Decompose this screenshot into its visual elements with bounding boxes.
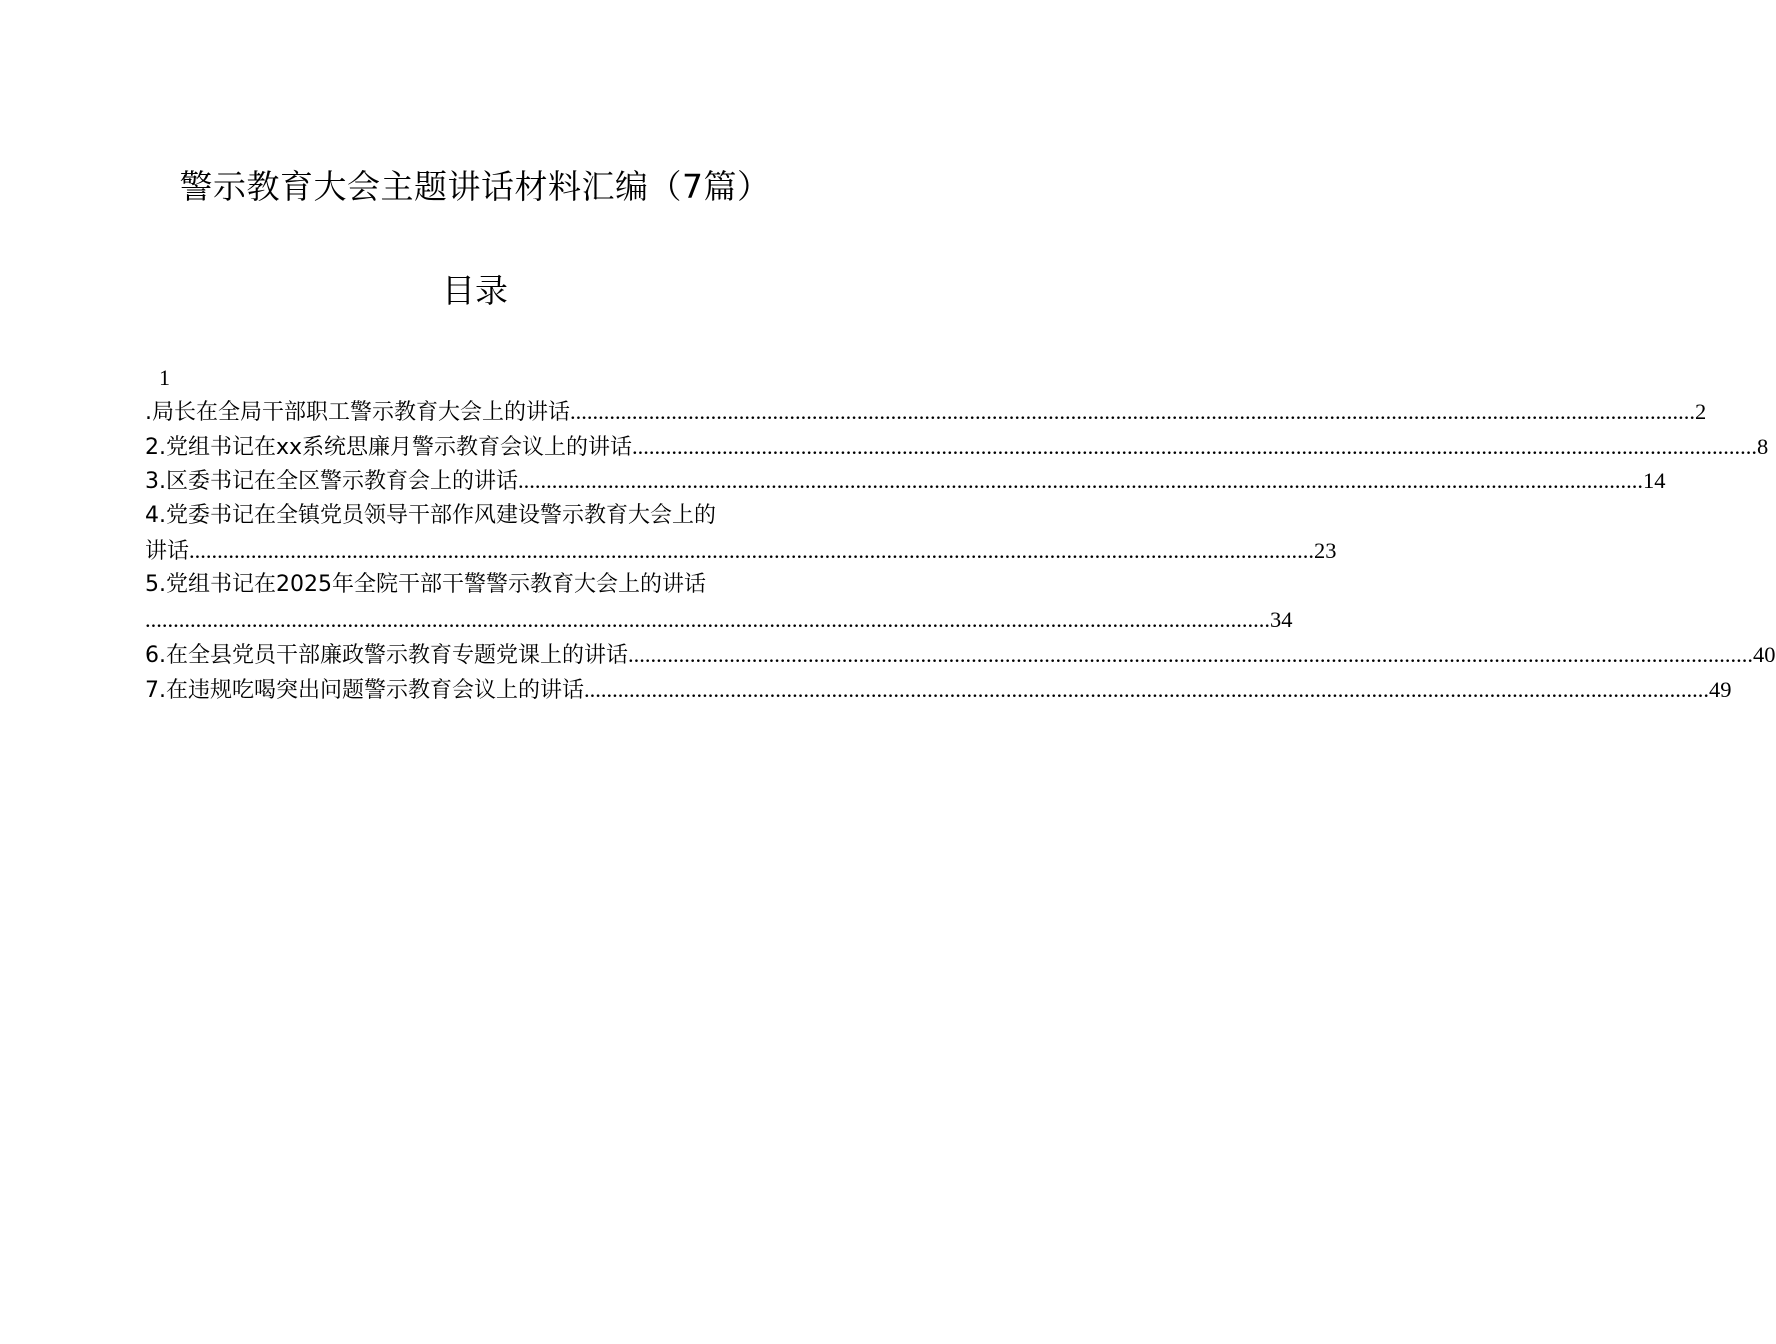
toc-entry-3[interactable] [145,464,1666,499]
toc-dot-leader: ........................................................................................................................................................................................................ [518,468,1643,494]
toc-entry-text: 5.党组书记在2025年全院干部干警警示教育大会上的讲话 [145,572,706,598]
toc-entry-text: 3.区委书记在全区警示教育会上的讲话 [145,469,518,495]
toc-entry-text: .局长在全局干部职工警示教育大会上的讲话 [145,400,570,425]
toc-dot-leader: ........................................................................................................................................................................................................ [628,641,1753,667]
toc-entry-6[interactable] [145,638,1776,673]
toc-page-number: 34 [1270,607,1293,633]
toc-stray-number: 1 [159,365,170,390]
toc-entry-7[interactable] [145,673,1732,708]
toc-entry-text: 2.党组书记在xx系统思廉月警示教育会议上的讲话 [145,434,633,460]
toc-entry-1[interactable] [145,395,1707,430]
toc-dot-leader: ........................................................................................................................................................................................................ [570,399,1695,424]
toc-dot-leader: ........................................................................................................................................................................................................ [145,607,1270,633]
toc-entry-2[interactable] [145,430,1769,465]
toc-entry-5-line-2[interactable] [145,603,1293,638]
toc-entry-4-line-1[interactable] [145,499,806,534]
toc-entry-text: 7.在违规吃喝突出问题警示教育会议上的讲话 [145,677,584,703]
table-of-contents [145,360,1776,707]
toc-heading: 目录 [442,271,508,310]
toc-entry-5-line-1[interactable] [145,568,806,603]
toc-entry-text: 4.党委书记在全镇党员领导干部作风建设警示教育大会上的 [145,503,716,529]
toc-page-number: 23 [1314,537,1337,563]
toc-dot-leader: ........................................................................................................................................................................................................ [189,537,1315,563]
toc-page-number: 40 [1753,641,1776,667]
toc-entry-text: 讲话 [145,538,190,564]
toc-page-number: 49 [1709,676,1732,702]
toc-entry-text: 6.在全县党员干部廉政警示教育专题党课上的讲话 [145,642,628,668]
toc-page-number: 14 [1643,468,1666,494]
document-title: 警示教育大会主题讲话材料汇编（7篇） [179,167,771,206]
toc-dot-leader: ........................................................................................................................................................................................................ [584,676,1709,702]
toc-page-number: 2 [1695,399,1707,424]
toc-page-number: 8 [1757,433,1769,459]
toc-dot-leader: ........................................................................................................................................................................................................ [632,433,1758,459]
toc-entry-4-line-2[interactable] [145,534,1337,569]
